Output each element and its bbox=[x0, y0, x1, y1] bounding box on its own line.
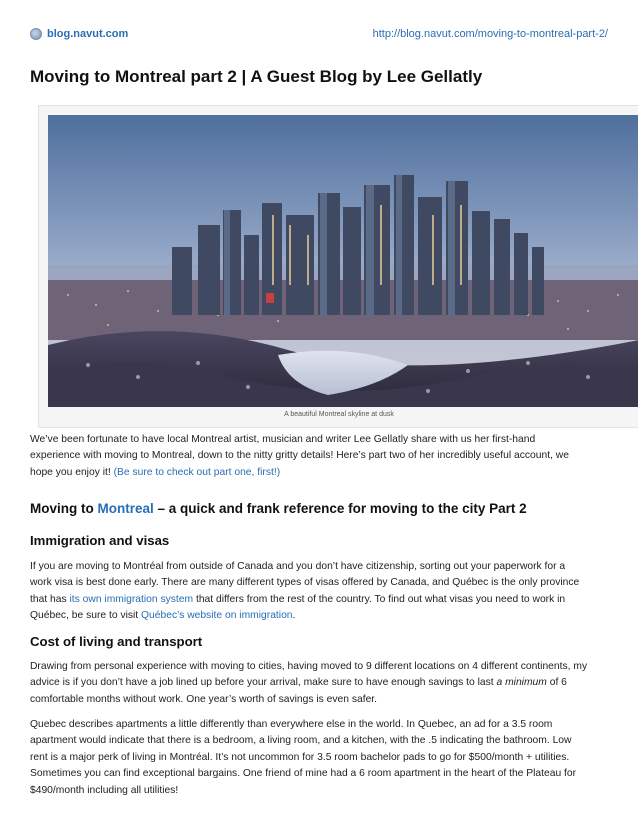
cost-paragraph-2 bbox=[30, 717, 638, 799]
site-link[interactable]: blog.navut.com bbox=[47, 28, 129, 40]
immigration-text: that has bbox=[30, 593, 70, 605]
immigration-line bbox=[30, 592, 638, 608]
immigration-line: work visa is best done early. There are many different types of visas offered by Canada, and Québec is the only province bbox=[30, 577, 580, 589]
cost-line: comfortable months without work. One year’s worth of savings is even safer. bbox=[30, 693, 378, 705]
immigration-heading: Immigration and visas bbox=[30, 533, 170, 548]
intro-line bbox=[30, 465, 638, 481]
cost-paragraph-1 bbox=[30, 659, 638, 708]
cost-text: advice is if you don’t have a job lined up before your arrival, make sure to have enough savings to last bbox=[30, 677, 497, 689]
main-subheading bbox=[30, 500, 638, 518]
cost-line: Drawing from personal experience with moving to cities, having moved to 9 different locations on 4 different continents, my bbox=[30, 661, 588, 672]
cost-heading: Cost of living and transport bbox=[30, 634, 203, 649]
cost-line: Quebec describes apartments a little differently than everywhere else in the world. In Quebec, an ad for a 3.5 room bbox=[30, 719, 553, 730]
page-title: Moving to Montreal part 2 | A Guest Blog by Lee Gellatly bbox=[30, 67, 483, 86]
intro-line: We’ve been fortunate to have local Montreal artist, musician and writer Lee Gellatly share with us her first-hand bbox=[30, 434, 536, 445]
subheading-text: – a quick and frank reference for moving to the city Part 2 bbox=[153, 501, 527, 516]
immigration-line bbox=[30, 608, 638, 624]
cost-line: apartment would indicate that there is a bedroom, a living room, and a kitchen, with the .5 indicating the bathroom. Low bbox=[30, 735, 572, 747]
page-header bbox=[0, 0, 638, 40]
subheading-text: Moving to bbox=[30, 501, 98, 516]
cost-line: rent is a major perk of living in Montréal. It’s not uncommon for 3.5 room bachelor pads to go for $500/month + utilities. bbox=[30, 751, 570, 763]
intro-paragraph bbox=[30, 432, 638, 481]
part-one-link[interactable]: (Be sure to check out part one, first!) bbox=[113, 466, 281, 478]
intro-line: experience with moving to Montreal, down to the nitty gritty details! Here’s part two of her incredibly useful account, we bbox=[30, 450, 569, 462]
immigration-system-link[interactable]: its own immigration system bbox=[69, 593, 194, 605]
immigration-text: . bbox=[292, 610, 296, 622]
image-caption: A beautiful Montreal skyline at dusk bbox=[284, 411, 394, 418]
cost-heading-block bbox=[30, 633, 638, 651]
section-heading bbox=[30, 500, 638, 518]
cost-line bbox=[30, 675, 638, 691]
montreal-link[interactable]: Montreal bbox=[97, 501, 154, 516]
cost-line: Sometimes you can find exceptional bargains. One friend of mine had a 6 room apartment in the heart of the Plateau for bbox=[30, 768, 577, 780]
hero-figure bbox=[38, 105, 638, 428]
immigration-heading-block bbox=[30, 532, 638, 550]
emphasis-text: a minimum bbox=[496, 677, 547, 689]
immigration-line: If you are moving to Montréal from outside of Canada and you don’t have citizenship, sorting out your paperwork for a bbox=[30, 561, 566, 572]
globe-icon bbox=[30, 28, 42, 40]
immigration-paragraph bbox=[30, 559, 638, 625]
immigration-text: that differs from the rest of the country. To find out what visas you need to work in bbox=[193, 593, 566, 605]
cost-line: $490/month including all utilities! bbox=[30, 784, 179, 796]
montreal-skyline-image bbox=[48, 115, 638, 407]
cost-text: of 6 bbox=[546, 677, 567, 689]
immigration-text: Québec, be sure to visit bbox=[30, 610, 142, 622]
page-url-link[interactable]: http://blog.navut.com/moving-to-montreal-part-2/ bbox=[372, 28, 608, 40]
quebec-immigration-link[interactable]: Québec’s website on immigration bbox=[141, 610, 293, 622]
intro-text: hope you enjoy it! bbox=[30, 466, 114, 478]
